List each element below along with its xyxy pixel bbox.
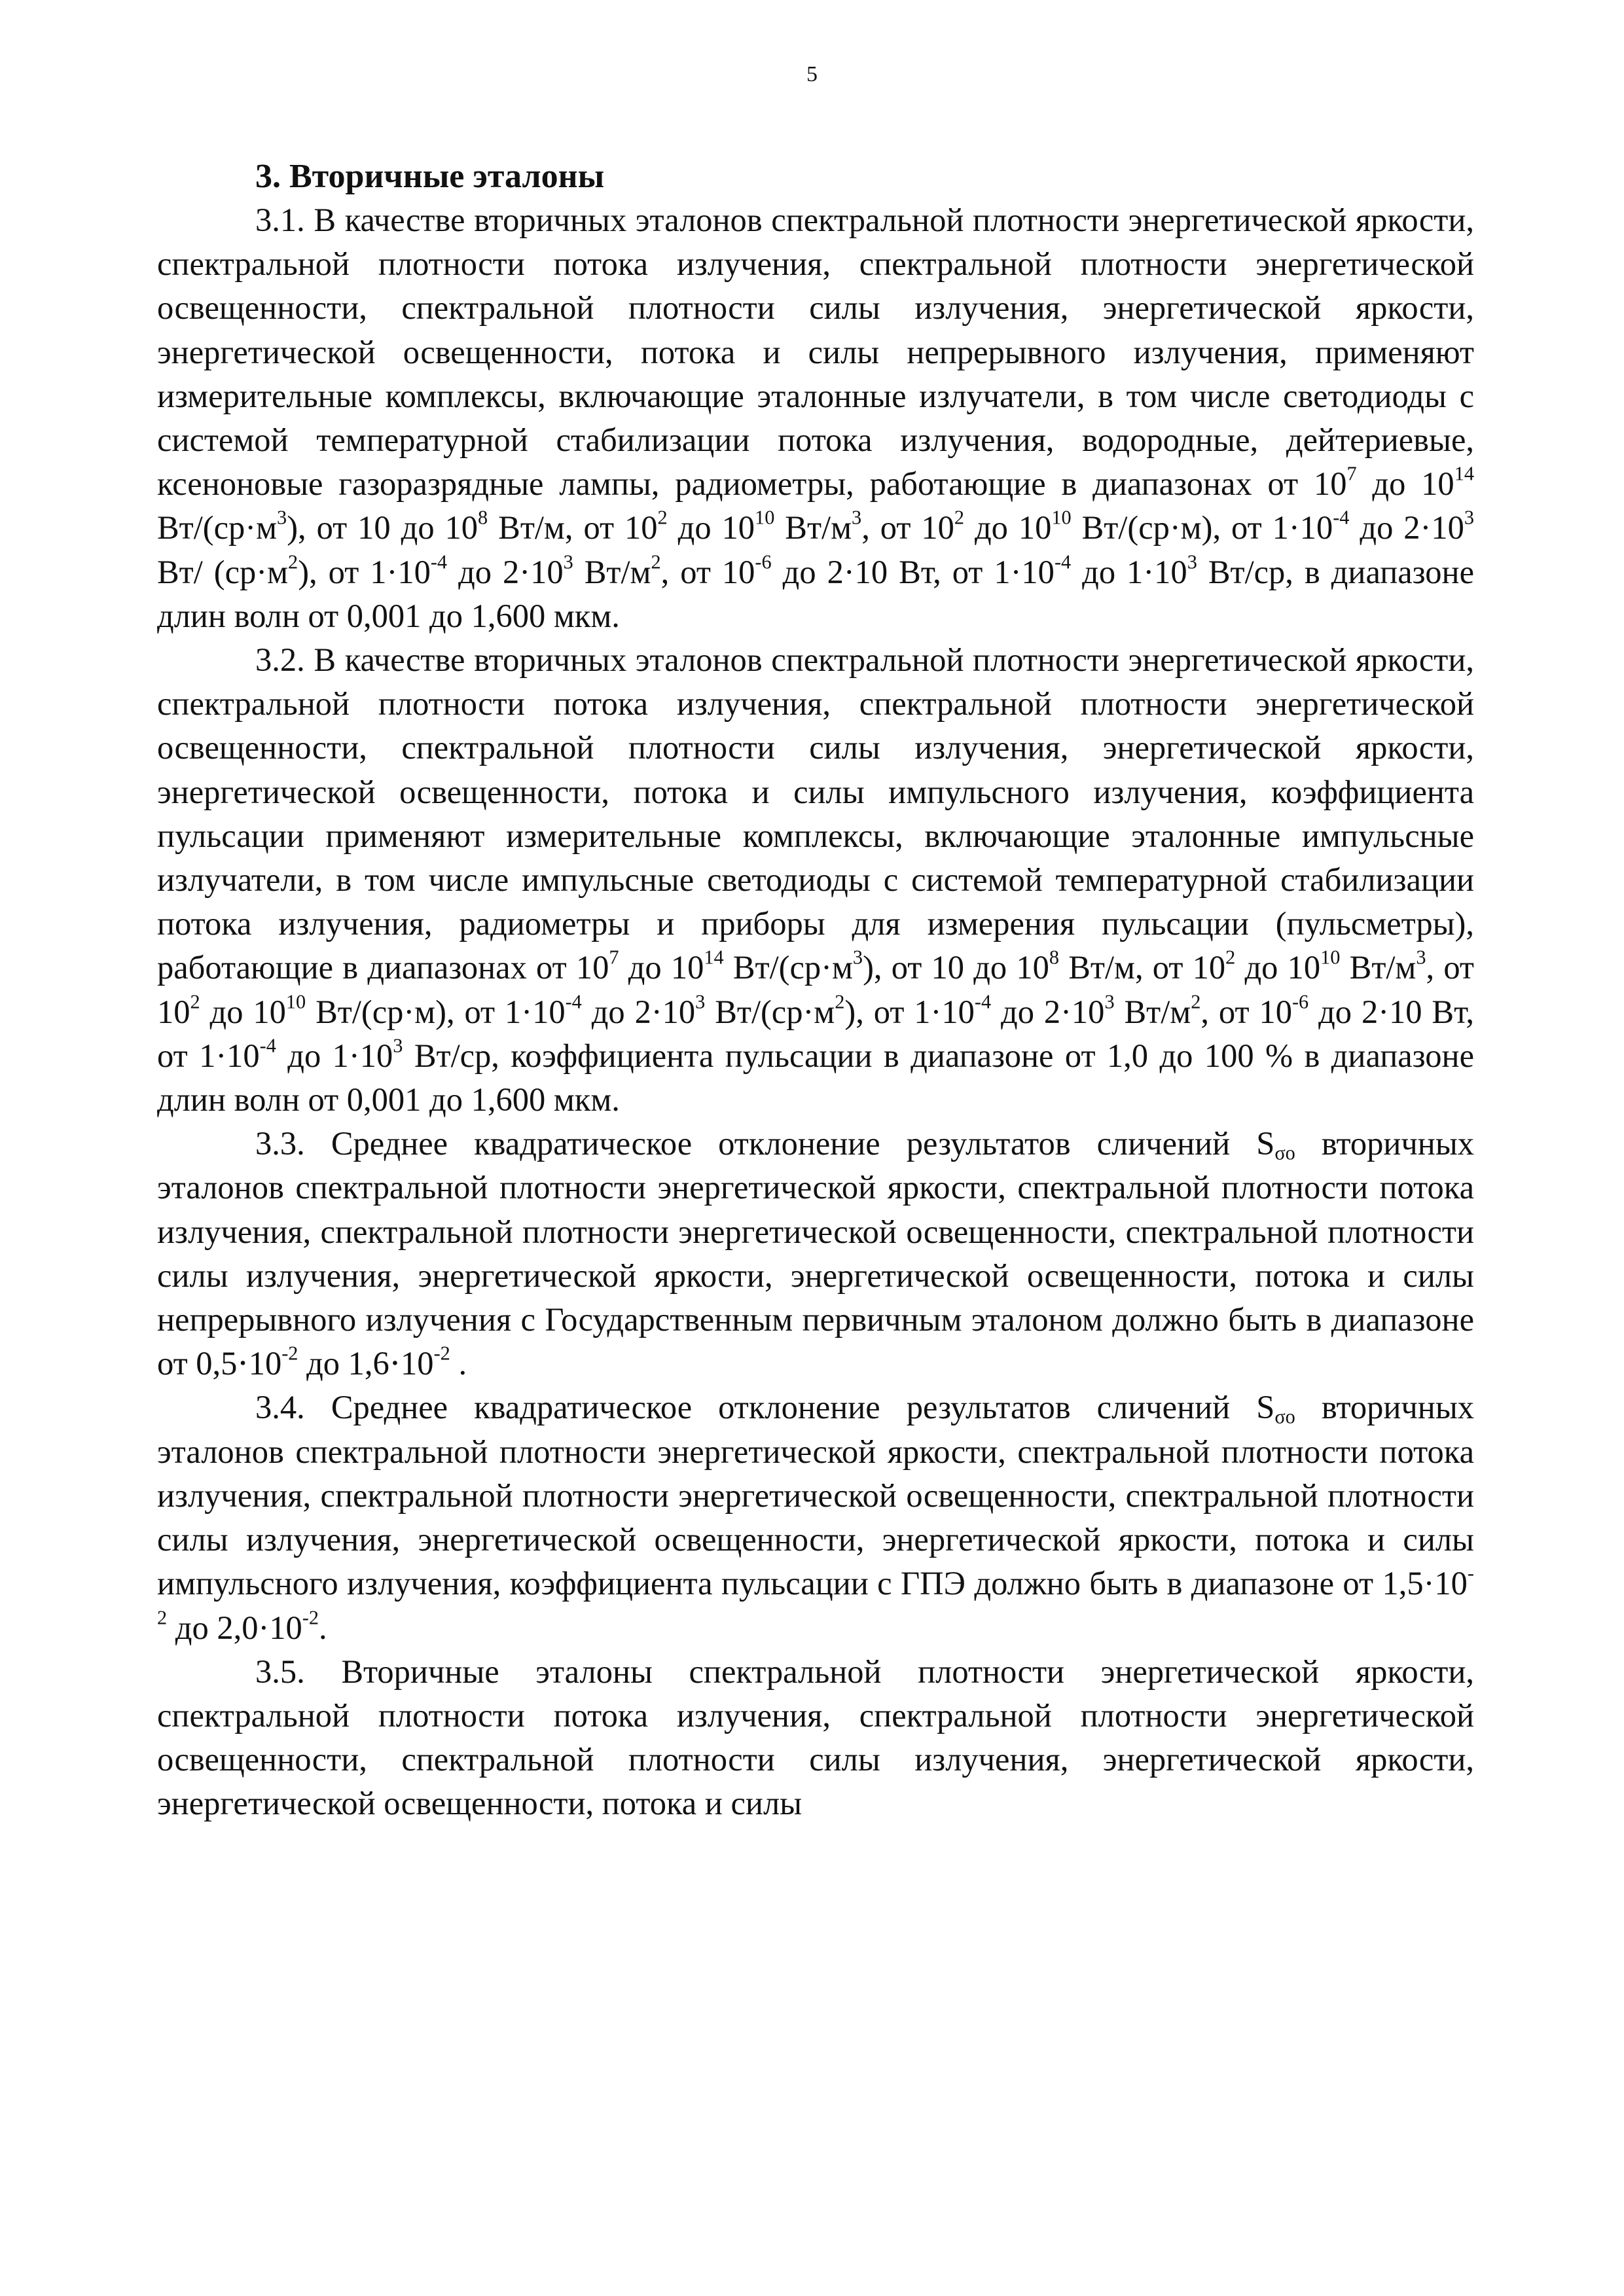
text-run: , от 10	[157, 949, 1475, 1030]
paragraph-3-4	[157, 1386, 1474, 1649]
text-run: Вт/ср, в диапазоне длин волн от 0,001 до 1,600 мкм.	[157, 553, 1474, 634]
text-run: до 2·10	[581, 993, 696, 1030]
text-run: вторичных эталонов спектральной плотности энергетической яркости, спектральной плотности потока излучения, спектральной плотности энергетической освещенности, спектральной плотности силы излучения, энергетической освещенности, энергетической яркости, потока и силы импульсного излучения, коэффициента пульсации с ГПЭ должно быть в диапазоне от 1,5·10	[157, 1389, 1474, 1602]
superscript: 3	[852, 946, 863, 969]
text-run: до 2·10 Вт, от 1·10	[157, 993, 1474, 1074]
text-run: Вт/м	[774, 509, 852, 547]
text-run: до 10	[200, 993, 286, 1030]
text-run: 3.3. Среднее квадратическое отклонение результатов сличений S	[255, 1125, 1275, 1162]
superscript: -4	[259, 1034, 276, 1057]
superscript: -2	[281, 1342, 298, 1365]
text-run: до 10	[1235, 949, 1321, 986]
superscript: 3	[1187, 550, 1197, 573]
text-run: Вт/ (ср·м	[157, 553, 289, 590]
superscript: -4	[974, 990, 992, 1013]
text-run: до 1·10	[1071, 553, 1187, 590]
text-run: Вт/(ср·м), от 1·10	[306, 993, 566, 1030]
paragraph-3-1	[157, 198, 1474, 638]
text-run: ), от 10 до 10	[287, 509, 478, 547]
text-run: .	[319, 1609, 327, 1646]
text-run: до 1,6⋅10	[298, 1345, 434, 1382]
superscript: 8	[1049, 946, 1060, 969]
superscript: 3	[1104, 990, 1115, 1013]
text-run: Вт/ср, коэффициента пульсации в диапазоне от 1,0 до 100 % в диапазоне длин волн от 0,001 до 1,600 мкм.	[157, 1037, 1474, 1119]
superscript: 2	[835, 990, 845, 1013]
text-run: Вт/м	[573, 553, 651, 590]
text-run: Вт/(ср·м), от 1·10	[1071, 509, 1333, 547]
document-body	[157, 154, 1474, 1826]
superscript: -6	[1291, 990, 1309, 1013]
subscript: σо	[1274, 1406, 1295, 1429]
superscript: 14	[1454, 462, 1474, 485]
superscript: 2	[954, 506, 965, 529]
superscript: 3	[1464, 506, 1475, 529]
superscript: 10	[1051, 506, 1072, 529]
text-run: Вт/м	[1114, 993, 1191, 1030]
superscript: 10	[1320, 946, 1341, 969]
text-run: до 2·10	[447, 553, 564, 590]
superscript: -2	[157, 1562, 1474, 1628]
text-run: 3.5. Вторичные эталоны спектральной плотности энергетической яркости, спектральной плотности потока излучения, спектральной плотности энергетической освещенности, спектральной плотности силы излучения, энергетической яркости, энергетической освещенности, потока и силы	[157, 1653, 1474, 1822]
paragraph-3-3	[157, 1122, 1474, 1386]
text-run: 3.4. Среднее квадратическое отклонение результатов сличений S	[255, 1389, 1275, 1426]
paragraph-3-5	[157, 1650, 1474, 1826]
superscript: 10	[285, 990, 306, 1013]
text-run: ), от 1·10	[844, 993, 975, 1030]
text-run: до 10	[964, 509, 1052, 547]
superscript: -4	[1054, 550, 1072, 573]
superscript: -4	[565, 990, 582, 1013]
section-heading: 3. Вторичные эталоны	[255, 158, 605, 195]
superscript: 14	[704, 946, 724, 969]
superscript: 2	[190, 990, 200, 1013]
text-run: 3.2. В качестве вторичных эталонов спектральной плотности энергетической яркости, спектральной плотности потока излучения, спектральной плотности энергетической освещенности, спектральной плотности силы излучения, энергетической яркости, энергетической освещенности, потока и силы импульсного излучения, коэффициента пульсации применяют измерительные комплексы, включающие эталонные импульсные излучатели, в том числе импульсные светодиоды с системой температурной стабилизации потока излучения, радиометры и приборы для измерения пульсации (пульсметры), работающие в диапазонах от 10	[157, 641, 1474, 986]
text-run: до 2·10	[1349, 509, 1464, 547]
superscript: 2	[1225, 946, 1236, 969]
superscript: 7	[1346, 462, 1357, 485]
text-run: 3.1. В качестве вторичных эталонов спектральной плотности энергетической яркости, спектральной плотности потока излучения, спектральной плотности энергетической освещенности, спектральной плотности силы излучения, энергетической яркости, энергетической освещенности, потока и силы непрерывного излучения, применяют измерительные комплексы, включающие эталонные излучатели, в том числе светодиоды с системой температурной стабилизации потока излучения, водородные, дейтериевые, ксеноновые газоразрядные лампы, радиометры, работающие в диапазонах от 10	[157, 202, 1474, 503]
superscript: 2	[288, 550, 298, 573]
superscript: 3	[1416, 946, 1426, 969]
text-run: Вт/м	[1340, 949, 1416, 986]
superscript: 8	[478, 506, 488, 529]
text-run: до 10	[619, 949, 704, 986]
superscript: -4	[1333, 506, 1350, 529]
superscript: 7	[609, 946, 619, 969]
text-run: Вт/(ср·м	[705, 993, 835, 1030]
text-run: до 2·10 Вт, от 1·10	[771, 553, 1055, 590]
subscript: σо	[1274, 1141, 1295, 1164]
text-run: до 1·10	[276, 1037, 393, 1074]
text-run: , от 10	[660, 553, 755, 590]
text-run: до 2·10	[991, 993, 1105, 1030]
superscript: -2	[433, 1342, 450, 1365]
text-run: .	[450, 1345, 467, 1382]
superscript: 3	[393, 1034, 403, 1057]
text-run: , от 10	[861, 509, 954, 547]
superscript: -6	[755, 550, 772, 573]
superscript: 3	[563, 550, 573, 573]
page-number: 5	[806, 62, 818, 86]
text-run: Вт/м, от 10	[1059, 949, 1226, 986]
text-run: , от 10	[1200, 993, 1292, 1030]
superscript: 3	[277, 506, 287, 529]
superscript: 2	[657, 506, 668, 529]
superscript: 2	[651, 550, 661, 573]
superscript: 3	[695, 990, 706, 1013]
text-run: Вт/(ср·м	[723, 949, 853, 986]
text-run: ), от 10 до 10	[863, 949, 1049, 986]
superscript: 2	[1191, 990, 1201, 1013]
superscript: -2	[302, 1605, 319, 1628]
text-run: до 10	[1356, 465, 1454, 503]
superscript: -4	[430, 550, 448, 573]
superscript: 3	[852, 506, 862, 529]
text-run: Вт/(ср·м	[157, 509, 278, 547]
text-run: до 2,0·10	[167, 1609, 302, 1646]
text-run: вторичных эталонов спектральной плотности энергетической яркости, спектральной плотности потока излучения, спектральной плотности энергетической освещенности, спектральной плотности силы излучения, энергетической яркости, энергетической освещенности, потока и силы непрерывного излучения с Государственным первичным эталоном должно быть в диапазоне от 0,5⋅10	[157, 1125, 1474, 1382]
superscript: 10	[755, 506, 775, 529]
text-run: до 10	[667, 509, 755, 547]
text-run: ), от 1·10	[298, 553, 431, 590]
paragraph-3-2	[157, 638, 1474, 1122]
text-run: Вт/м, от 10	[488, 509, 658, 547]
